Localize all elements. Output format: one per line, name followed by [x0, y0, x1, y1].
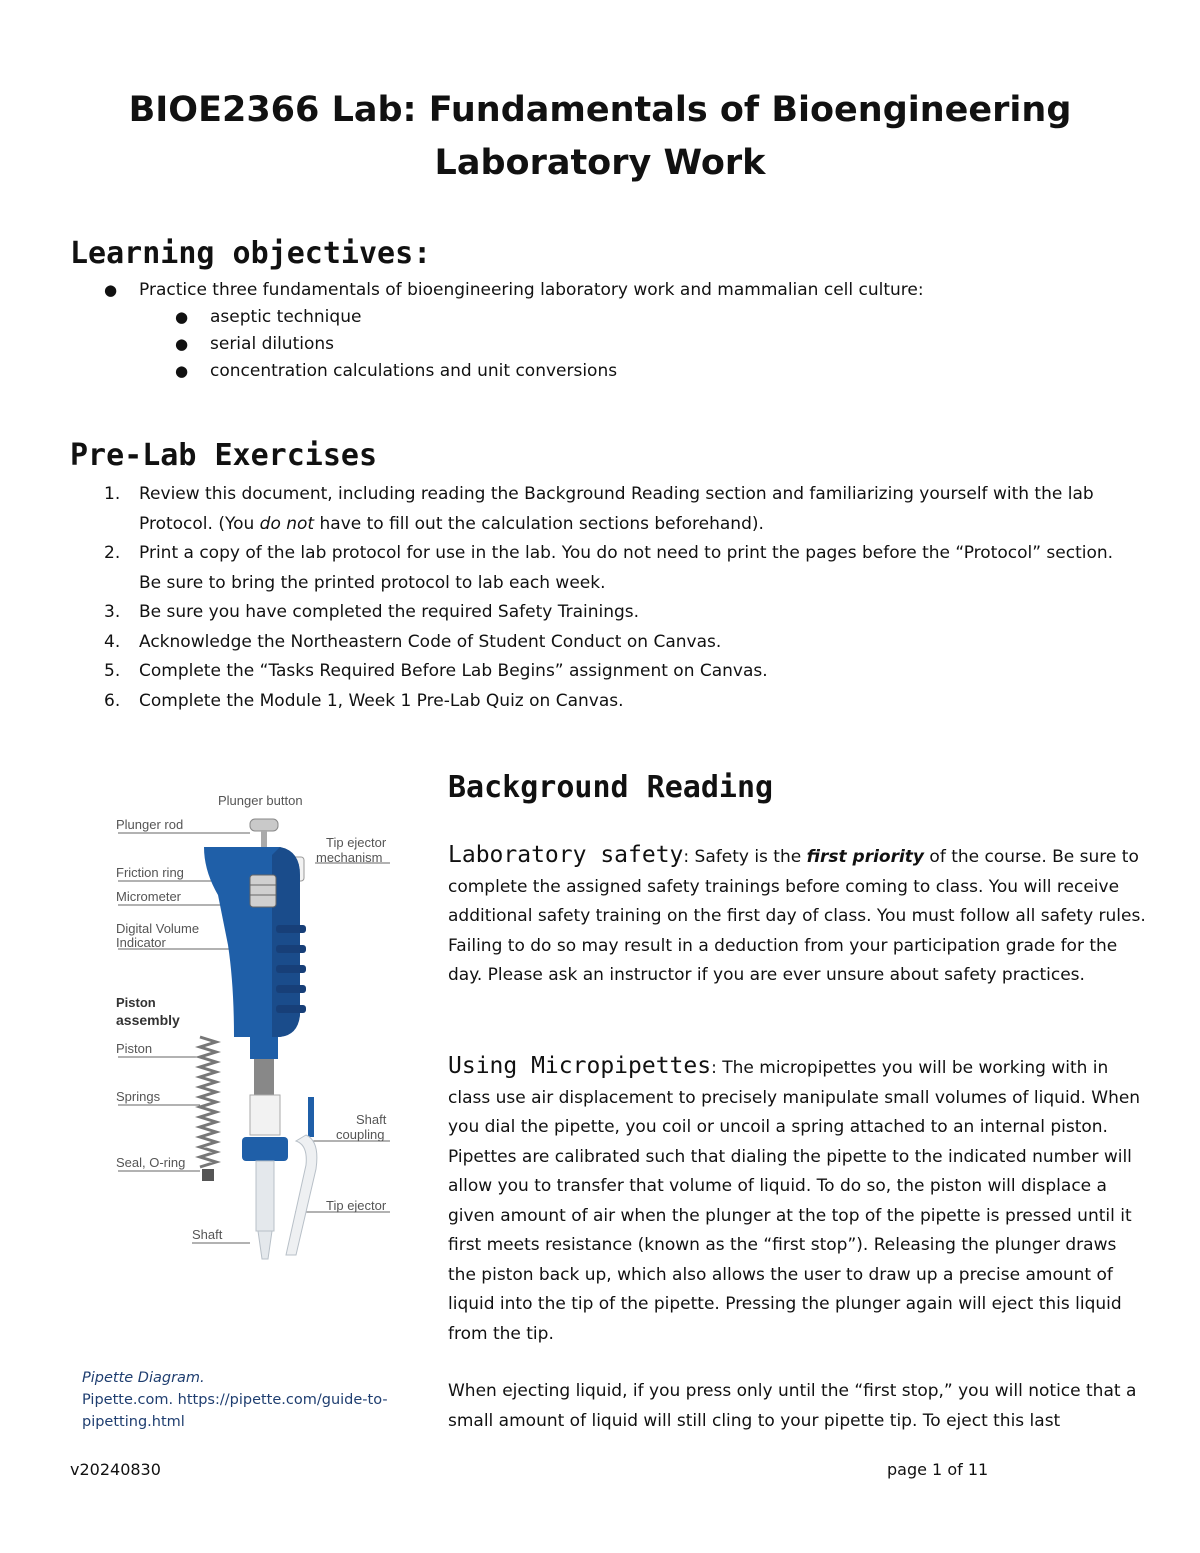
- micropipette-paragraph: Using Micropipettes: The micropipettes you will be working with in class use air displacement to precisely manipulate small volumes of liquid. When you dial the pipette, you coil or uncoil a spring attached to an internal piston. Pipettes are calibrated such that dialing the pipette to the indicated number will allow you to transfer that volume of liquid. To do so, the piston will displace a given amount of air when the plunger at the top of the pipette is pressed until it first meets resistance (known as the “first stop”). Releasing the plunger draws the piston back up, which also allows the user to draw up a precise amount of liquid into the tip of the pipette. Pressing the plunger again will eject this liquid from the tip.: [448, 1053, 1141, 1344]
- figure-caption: [82, 1367, 412, 1433]
- label-plunger-button: Plunger button: [218, 793, 303, 808]
- label-shaft: Shaft: [192, 1227, 223, 1242]
- title-line-2: Laboratory Work: [434, 143, 766, 183]
- learning-objectives-heading: Learning objectives:: [70, 236, 432, 271]
- objective-main: Practice three fundamentals of bioengineering laboratory work and mammalian cell culture:: [139, 280, 924, 300]
- list-item: ● Practice three fundamentals of bioengineering laboratory work and mammalian cell culture:: [104, 280, 924, 300]
- learning-objectives-list: [0, 277, 924, 385]
- emphasis: do not: [259, 513, 315, 534]
- list-item: ● concentration calculations and unit conversions: [175, 361, 618, 381]
- caption-title: Pipette Diagram.: [82, 1370, 205, 1386]
- label-digital-volume-1: Digital Volume: [116, 921, 200, 936]
- list-item: 2. Print a copy of the lab protocol for use in the lab. You do not need to print the pages before the “Protocol” section. Be sure to bring the printed protocol to lab each week.: [104, 543, 1114, 593]
- caption-source: Pipette.com. https://pipette.com/guide-to-pipetting.html: [82, 1392, 388, 1430]
- list-item: 4. Acknowledge the Northeastern Code of Student Conduct on Canvas.: [104, 631, 722, 652]
- label-tip-ejector-mechanism-1: Tip ejector: [326, 835, 387, 850]
- micropipette-lead: Using Micropipettes: [448, 1053, 712, 1079]
- objective-sub-2: serial dilutions: [210, 334, 335, 354]
- label-friction-ring: Friction ring: [116, 865, 184, 880]
- list-item: 6. Complete the Module 1, Week 1 Pre-Lab Quiz on Canvas.: [104, 690, 624, 711]
- title-line-1: BIOE2366 Lab: Fundamentals of Bioengineering: [128, 90, 1072, 130]
- prelab-heading: Pre-Lab Exercises: [70, 438, 378, 473]
- label-plunger-rod: Plunger rod: [116, 817, 184, 832]
- list-item: ● serial dilutions: [175, 334, 335, 354]
- label-shaft-coupling-2: coupling: [336, 1127, 385, 1142]
- list-item: 5. Complete the “Tasks Required Before Lab Begins” assignment on Canvas.: [104, 661, 768, 681]
- label-piston: Piston: [116, 1041, 153, 1056]
- label-tip-ejector-mechanism-2: mechanism: [316, 850, 383, 865]
- list-item: ● aseptic technique: [175, 307, 362, 327]
- label-digital-volume-2: Indicator: [116, 935, 166, 950]
- safety-lead: Laboratory safety: [448, 842, 684, 868]
- background-heading: Background Reading: [448, 770, 774, 805]
- safety-paragraph: Laboratory safety: Safety is the first priority of the course. Be sure to complete the assigned safety trainings before coming to class. You will receive additional safety training on the first day of class. You must follow all safety rules. Failing to do so may result in a deduction from your participation grade for the day. Please ask an instructor if you are ever unsure about safety practices.: [448, 842, 1146, 985]
- objective-sub-3: concentration calculations and unit conversions: [210, 361, 618, 381]
- emphasis: first priority: [806, 847, 925, 867]
- prelab-list: [104, 480, 1134, 716]
- list-item: 1. Review this document, including reading the Background Reading section and familiarizing yourself with the lab Protocol. (You do not have to fill out the calculation sections beforehand).: [104, 484, 1094, 534]
- label-shaft-coupling-1: Shaft: [356, 1112, 387, 1127]
- label-springs: Springs: [116, 1089, 161, 1104]
- list-item: 3. Be sure you have completed the required Safety Trainings.: [104, 602, 640, 622]
- page-number: page 1 of 11: [887, 1460, 989, 1479]
- pipette-diagram: [100, 785, 420, 1260]
- label-micrometer: Micrometer: [116, 889, 182, 904]
- version-label: v20240830: [70, 1460, 161, 1479]
- eject-paragraph: When ejecting liquid, if you press only until the “first stop,” you will notice that a small amount of liquid will still cling to your pipette tip. To eject this last: [448, 1381, 1137, 1431]
- objective-sub-1: aseptic technique: [210, 307, 362, 327]
- label-seal-o-ring: Seal, O-ring: [116, 1155, 186, 1170]
- label-piston-assembly-1: Piston: [116, 995, 156, 1010]
- label-tip-ejector: Tip ejector: [326, 1198, 387, 1213]
- document-title: [0, 84, 1200, 190]
- label-piston-assembly-2: assembly: [116, 1012, 180, 1028]
